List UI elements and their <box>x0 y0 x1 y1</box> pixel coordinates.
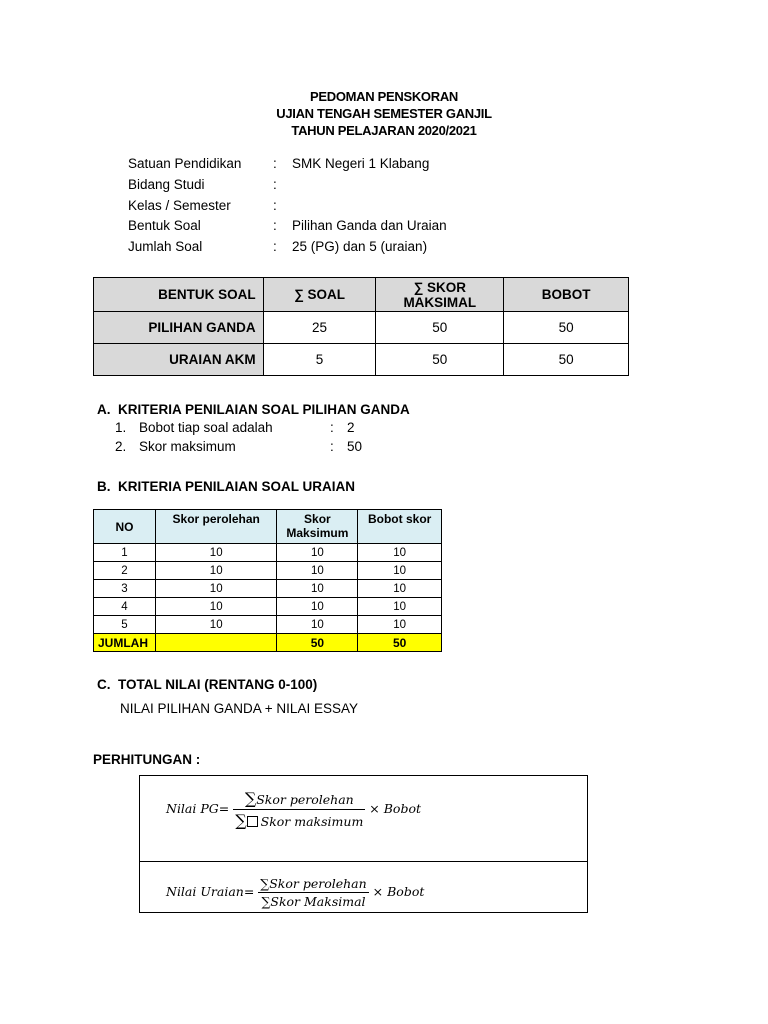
info-label: Kelas / Semester <box>128 198 231 213</box>
info-value: 25 (PG) dan 5 (uraian) <box>292 239 428 254</box>
table-cell: 10 <box>155 580 277 598</box>
info-sep: : <box>273 218 277 233</box>
table-cell: 10 <box>155 562 277 580</box>
table-row <box>94 562 442 580</box>
info-value: SMK Negeri 1 Klabang <box>292 156 430 171</box>
info-sep: : <box>273 156 277 171</box>
info-label: Bidang Studi <box>128 177 205 192</box>
table-row <box>94 580 442 598</box>
table-cell: 25 <box>263 312 376 344</box>
sigma-icon: ∑ <box>260 876 270 891</box>
total-row <box>94 634 442 652</box>
table-cell: PILIHAN GANDA <box>94 312 264 344</box>
table-cell: 10 <box>277 598 358 616</box>
info-sep: : <box>273 198 277 213</box>
formula-denominator <box>233 810 365 830</box>
total-value: 50 <box>358 634 442 652</box>
table-cell: 5 <box>94 616 156 634</box>
table-row <box>94 544 442 562</box>
info-label: Satuan Pendidikan <box>128 156 242 171</box>
info-label: Jumlah Soal <box>128 239 203 254</box>
list-item-label: Bobot tiap soal adalah <box>139 420 273 435</box>
section-c-title: C. TOTAL NILAI (RENTANG 0-100) <box>97 677 318 692</box>
sigma-icon: ∑ <box>244 789 257 808</box>
formula-numerator <box>258 876 368 893</box>
table-row <box>94 344 629 376</box>
formula-denominator <box>258 893 368 909</box>
table-cell: 50 <box>504 344 629 376</box>
numerator-text: Skor perolehan <box>269 876 367 891</box>
perhitungan-title: PERHITUNGAN : <box>93 752 201 767</box>
formula-lhs: Nilai Uraian= <box>166 884 255 899</box>
table-cell: 50 <box>376 344 504 376</box>
total-label: JUMLAH <box>94 634 156 652</box>
table-row <box>94 598 442 616</box>
column-header: Skor perolehan <box>155 510 277 544</box>
denominator-text: Skor Maksimal <box>270 894 366 909</box>
formula-pg <box>166 789 421 830</box>
formula-rhs: × Bobot <box>369 801 422 816</box>
doc-subtitle: UJIAN TENGAH SEMESTER GANJIL <box>276 106 492 121</box>
table-cell: 10 <box>155 616 277 634</box>
table-cell: 10 <box>358 580 442 598</box>
column-header: BOBOT <box>504 278 629 312</box>
table-cell <box>155 634 277 652</box>
list-number: 2. <box>115 439 127 454</box>
column-header: ∑ SKOR MAKSIMAL <box>376 278 504 312</box>
table-cell: 50 <box>504 312 629 344</box>
table-cell: 3 <box>94 580 156 598</box>
table-header-row <box>94 278 629 312</box>
formula-divider <box>140 861 587 862</box>
formula-box <box>139 775 588 913</box>
sigma-icon: ∑ <box>261 894 271 909</box>
table-cell: 10 <box>277 580 358 598</box>
info-value: Pilihan Ganda dan Uraian <box>292 218 447 233</box>
table-cell: 5 <box>263 344 376 376</box>
formula-numerator <box>233 789 365 810</box>
list-item-sep: : <box>330 420 334 435</box>
info-sep: : <box>273 239 277 254</box>
formula-fraction <box>233 789 365 830</box>
list-item-sep: : <box>330 439 334 454</box>
table-header-row <box>94 510 442 544</box>
column-header: BENTUK SOAL <box>94 278 264 312</box>
table-cell: 10 <box>358 562 442 580</box>
table-cell: 10 <box>277 562 358 580</box>
list-item-value: 2 <box>347 420 355 435</box>
list-item-label: Skor maksimum <box>139 439 236 454</box>
table-cell: URAIAN AKM <box>94 344 264 376</box>
column-header: NO <box>94 510 156 544</box>
total-value: 50 <box>277 634 358 652</box>
formula-uraian <box>166 876 424 909</box>
numerator-text: Skor perolehan <box>256 792 354 807</box>
summary-table <box>93 277 629 376</box>
formula-lhs: Nilai PG= <box>166 801 230 816</box>
table-cell: 2 <box>94 562 156 580</box>
formula-rhs: × Bobot <box>372 884 425 899</box>
table-cell: 50 <box>376 312 504 344</box>
table-cell: 10 <box>277 616 358 634</box>
denominator-text: Skor maksimum <box>260 814 364 829</box>
table-cell: 10 <box>358 598 442 616</box>
placeholder-box-icon <box>247 816 258 827</box>
list-number: 1. <box>115 420 127 435</box>
table-cell: 1 <box>94 544 156 562</box>
table-row <box>94 616 442 634</box>
column-header: ∑ SOAL <box>263 278 376 312</box>
table-cell: 10 <box>358 544 442 562</box>
doc-year: TAHUN PELAJARAN 2020/2021 <box>291 123 477 138</box>
formula-fraction <box>258 876 368 909</box>
table-cell: 10 <box>358 616 442 634</box>
section-b-title: B. KRITERIA PENILAIAN SOAL URAIAN <box>97 479 356 494</box>
uraian-table <box>93 509 442 652</box>
column-header: Bobot skor <box>358 510 442 544</box>
info-sep: : <box>273 177 277 192</box>
doc-title: PEDOMAN PENSKORAN <box>309 89 459 104</box>
table-cell: 10 <box>155 544 277 562</box>
table-cell: 10 <box>277 544 358 562</box>
list-item-value: 50 <box>347 439 363 454</box>
table-row <box>94 312 629 344</box>
sigma-icon: ∑ <box>235 811 247 830</box>
section-c-text: NILAI PILIHAN GANDA + NILAI ESSAY <box>120 701 358 716</box>
info-label: Bentuk Soal <box>128 218 201 233</box>
column-header: Skor Maksimum <box>277 510 358 544</box>
table-cell: 10 <box>155 598 277 616</box>
section-a-title: A. KRITERIA PENILAIAN SOAL PILIHAN GANDA <box>97 402 410 417</box>
table-cell: 4 <box>94 598 156 616</box>
